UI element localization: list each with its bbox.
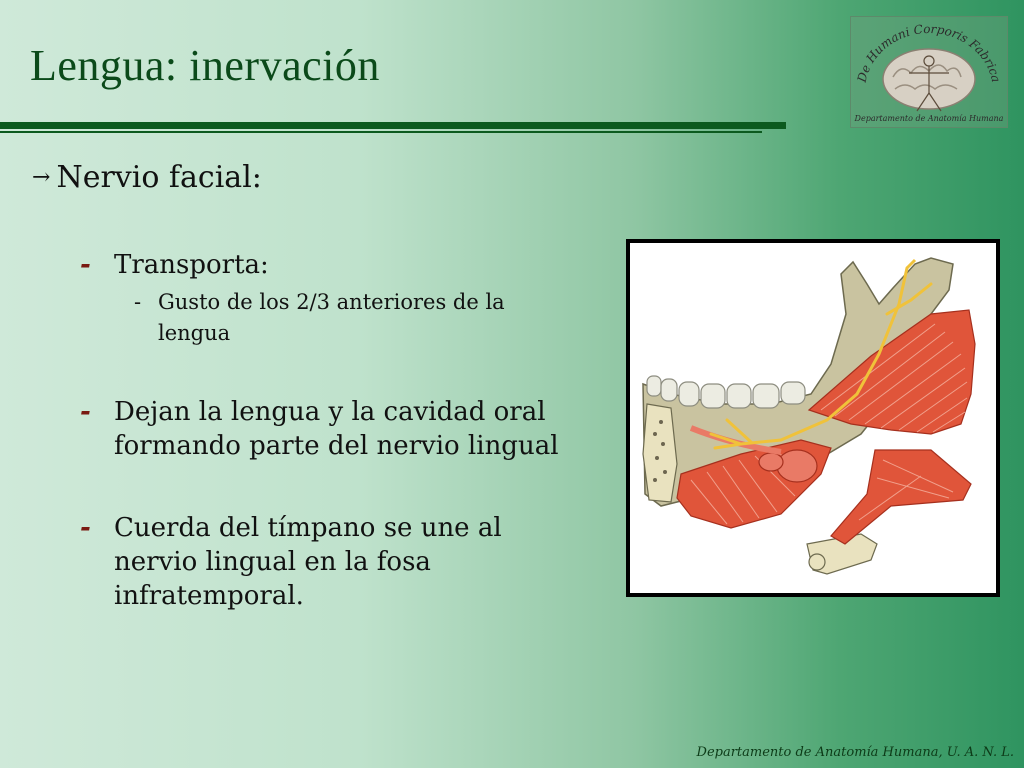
logo-bottom-text: Departamento de Anatomía Humana bbox=[854, 114, 1004, 123]
sub-dash-bullet: - bbox=[134, 290, 142, 314]
department-logo bbox=[850, 16, 1008, 128]
dash-bullet: - bbox=[80, 397, 91, 427]
bullet-text: Cuerda del tímpano se une al nervio lingual en la fosa infratemporal. bbox=[114, 513, 502, 611]
footer-text: Departamento de Anatomía Humana, U. A. N. L. bbox=[696, 745, 1014, 760]
slide-title: Lengua: inervación bbox=[30, 41, 380, 90]
title-rule-thin bbox=[0, 131, 762, 133]
bullet-text: Transporta: bbox=[114, 250, 269, 280]
mandible-illustration bbox=[631, 244, 995, 592]
arrow-icon: → bbox=[32, 165, 51, 190]
bullet-level1-text: Nervio facial: bbox=[56, 160, 262, 195]
bullet-text: Dejan la lengua y la cavidad oral formando parte del nervio lingual bbox=[114, 397, 559, 461]
logo-arc-text: De Humani Corporis Fabrica bbox=[854, 21, 1004, 84]
anatomy-figure bbox=[626, 239, 1000, 597]
bullet-item-cuerda bbox=[80, 511, 550, 613]
bullet-item-transporta bbox=[80, 248, 269, 282]
dash-bullet: - bbox=[80, 513, 91, 543]
bullet-item-lingual bbox=[80, 395, 600, 463]
sub-bullet-text: Gusto de los 2/3 anteriores de la lengua bbox=[158, 290, 505, 345]
bullet-level1 bbox=[32, 160, 262, 195]
sub-bullet-gusto bbox=[134, 287, 574, 349]
dash-bullet: - bbox=[80, 250, 91, 280]
title-rule-thick bbox=[0, 122, 786, 129]
